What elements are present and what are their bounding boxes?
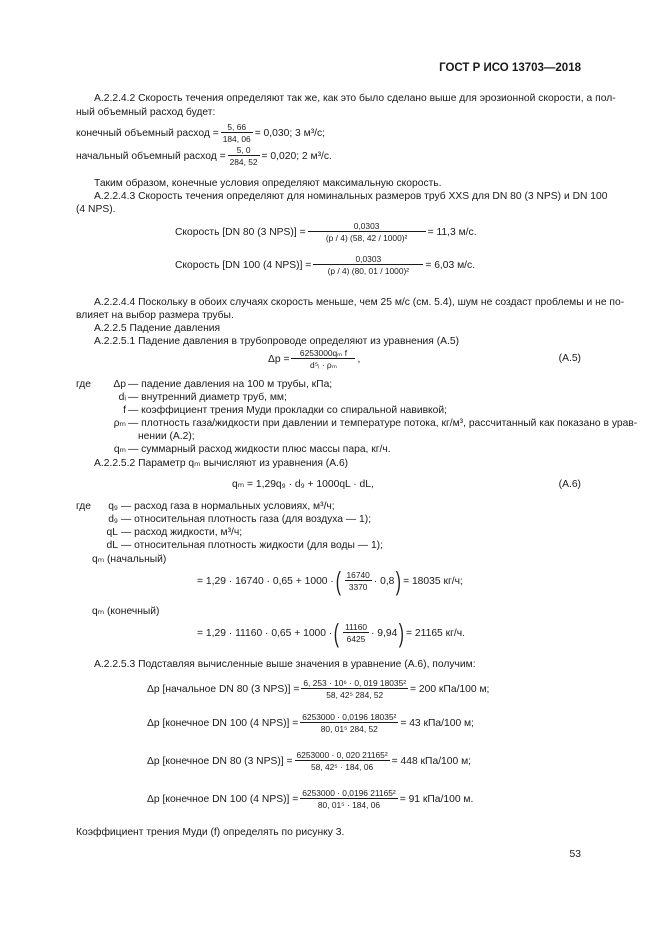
- right-paren: ): [399, 618, 405, 648]
- dp-row-result: = 91 кПа/100 м.: [399, 793, 474, 805]
- fraction-denominator: (p / 4) (80, 01 / 1000)²: [313, 264, 423, 276]
- dp-row: [147, 674, 489, 704]
- dp-row-fraction: [300, 712, 398, 734]
- paragraph-line: Коэффициент трения Муди (f) определять по рисунку 3.: [76, 827, 345, 838]
- fraction-denominator: 80, 01⁵ 284, 52: [300, 722, 398, 734]
- def-symbol: dᵢ: [118, 392, 126, 403]
- fraction-numerator: 0,0303: [355, 254, 382, 264]
- qm-final-equation: [197, 618, 465, 648]
- fraction-numerator: 0,0303: [353, 221, 380, 231]
- left-paren: (: [335, 566, 341, 596]
- fraction-numerator: 6, 253 · 10⁶ · 0, 019 18035²: [303, 678, 407, 688]
- qm-final-fraction: [343, 622, 369, 644]
- def-text: — внутренний диаметр труб, мм;: [128, 392, 287, 403]
- qm-initial-lhs: = 1,29 · 16740 · 0,65 + 1000 ·: [197, 575, 334, 587]
- qm-final-label: qₘ (конечный): [92, 606, 160, 617]
- right-paren: ): [396, 566, 402, 596]
- fraction-numerator: 5, 66: [227, 122, 247, 132]
- dp-row-fraction: [295, 750, 390, 772]
- paragraph-line: ный объемный расход будет:: [76, 107, 216, 118]
- where-label: где: [76, 501, 92, 512]
- fraction-denominator: d⁵ᵢ · ρₘ: [291, 358, 355, 370]
- fraction-numerator: 16740: [346, 570, 370, 580]
- qm-initial-label: qₘ (начальный): [92, 554, 167, 565]
- flow-initial-equation: [76, 143, 332, 169]
- paragraph-line: А.2.2.4.2 Скорость течения определяют так же, как это было сделано выше для эрозионной скорости, а пол-: [94, 93, 616, 104]
- fraction-denominator: 284, 52: [229, 157, 258, 167]
- paragraph-line: влияет на выбор размера трубы.: [76, 310, 234, 321]
- fraction-denominator: 58, 42⁵ 284, 52: [301, 688, 408, 700]
- paragraph-line: А.2.2.4.3 Скорость течения определяют для номинальных размеров труб XXS для DN 80 (3 NPS) и DN 100: [94, 191, 608, 202]
- qm-initial-tail: · 0,8: [373, 575, 395, 587]
- fraction-denominator: 58, 42⁵ · 184, 06: [295, 760, 390, 772]
- flow-initial-label: начальный объемный расход =: [76, 150, 226, 162]
- equation-a5-lhs: Δp =: [268, 353, 290, 365]
- dp-row-fraction: [300, 788, 397, 810]
- def-text: — расход газа в нормальных условиях, м³/ч;: [121, 501, 335, 512]
- dp-row-label: Δp [конечное DN 100 (4 NPS)] =: [147, 717, 299, 729]
- flow-final-label: конечный объемный расход =: [76, 127, 219, 139]
- dp-row-fraction: [301, 678, 408, 700]
- fraction-denominator: 184, 06: [222, 134, 251, 144]
- def-text: — коэффициент трения Муди прокладки со спиральной навивкой;: [128, 405, 448, 416]
- flow-final-fraction: [221, 122, 253, 144]
- qm-initial-result: = 18035 кг/ч;: [403, 575, 463, 587]
- section-heading: А.2.2.5 Падение давления: [94, 323, 221, 334]
- dp-row-result: = 448 кПа/100 м;: [391, 755, 472, 767]
- speed-dn100-fraction: [313, 254, 423, 276]
- equation-a6: qₘ = 1,29q₉ · d₉ + 1000qL · dL,: [232, 479, 374, 490]
- def-text: — расход жидкости, м³/ч;: [121, 527, 243, 538]
- equation-a5-fraction: [291, 348, 355, 370]
- paragraph-line: А.2.2.4.4 Поскольку в обоих случаях скорость меньше, чем 25 м/с (см. 5.4), шум не создаст проблемы и не по-: [94, 297, 625, 308]
- equation-a5-number: (А.5): [558, 353, 581, 364]
- flow-final-result: = 0,030; 3 м³/с;: [254, 127, 326, 139]
- dp-row-label: Δp [конечное DN 100 (4 NPS)] =: [147, 793, 299, 805]
- fraction-numerator: 5, 0: [236, 145, 251, 155]
- def-symbol: qL: [106, 527, 118, 538]
- def-text: — падение давления на 100 м трубы, кПа;: [128, 379, 333, 390]
- fraction-numerator: 6253000qₘ f: [299, 348, 348, 358]
- def-symbol: f: [123, 405, 126, 416]
- speed-dn80-equation: [175, 217, 477, 247]
- def-text: — относительная плотность газа (для воздуха — 1);: [121, 514, 372, 525]
- dp-row-result: = 200 кПа/100 м;: [410, 683, 490, 695]
- dp-row-label: Δp [начальное DN 80 (3 NPS)] =: [147, 683, 300, 695]
- fraction-numerator: 6253000 · 0,0196 18035²: [302, 712, 397, 722]
- equation-a6-number: (А.6): [558, 479, 581, 490]
- fraction-numerator: 6253000 · 0, 020 21165²: [296, 750, 388, 760]
- qm-final-tail: · 9,94: [371, 627, 398, 639]
- qm-final-result: = 21165 кг/ч.: [406, 627, 465, 639]
- paragraph-line: Таким образом, конечные условия определяют максимальную скорость.: [94, 178, 442, 189]
- fraction-numerator: 6253000 · 0,0196 21165²: [302, 788, 396, 798]
- def-symbol: dL: [106, 540, 118, 551]
- fraction-denominator: 3370: [345, 580, 372, 592]
- qm-final-lhs: = 1,29 · 11160 · 0,65 + 1000 ·: [197, 627, 333, 639]
- fraction-numerator: 11160: [344, 622, 368, 632]
- page-header-title: ГОСТ Р ИСО 13703—2018: [439, 62, 581, 74]
- flow-initial-fraction: [228, 145, 260, 167]
- def-symbol: q₉: [108, 501, 118, 512]
- page-number: 53: [569, 849, 581, 860]
- left-paren: (: [334, 618, 340, 648]
- def-text: — суммарный расход жидкости плюс массы пара, кг/ч.: [128, 444, 391, 455]
- dp-row: [147, 746, 471, 776]
- def-text: — относительная плотность жидкости (для воды — 1);: [121, 540, 383, 551]
- fraction-denominator: 80, 01⁵ · 184, 06: [300, 798, 397, 810]
- paragraph-line: А.2.2.5.2 Параметр qₘ вычисляют из уравнения (А.6): [94, 458, 349, 469]
- qm-initial-fraction: [345, 570, 372, 592]
- where-label: где: [76, 379, 92, 390]
- speed-dn80-label: Скорость [DN 80 (3 NPS)] =: [175, 226, 306, 238]
- speed-dn100-result: = 6,03 м/с.: [425, 259, 476, 271]
- speed-dn100-label: Скорость [DN 100 (4 NPS)] =: [175, 259, 312, 271]
- def-symbol: ρₘ: [113, 418, 126, 429]
- speed-dn80-fraction: [308, 221, 426, 243]
- paragraph-line: (4 NPS).: [76, 204, 116, 215]
- paragraph-line: А.2.2.5.3 Подставляя вычисленные выше значения в уравнение (А.6), получим:: [94, 659, 476, 670]
- speed-dn100-equation: [175, 250, 475, 280]
- paragraph-line: А.2.2.5.1 Падение давления в трубопроводе определяют из уравнения (А.5): [94, 336, 460, 347]
- equation-a5-trail: ,: [357, 353, 361, 365]
- def-symbol: Δp: [113, 379, 126, 390]
- flow-initial-result: = 0,020; 2 м³/с.: [261, 150, 332, 162]
- def-text: — плотность газа/жидкости при давлении и температуре потока, кг/м³, рассчитанный как показано в урав-: [128, 418, 638, 429]
- fraction-denominator: 6425: [343, 632, 369, 644]
- fraction-denominator: (p / 4) (58, 42 / 1000)²: [308, 231, 426, 243]
- qm-initial-equation: [197, 566, 463, 596]
- speed-dn80-result: = 11,3 м/с.: [427, 226, 477, 238]
- def-symbol: d₉: [108, 514, 118, 525]
- dp-row: [147, 708, 474, 738]
- equation-a5: [268, 344, 360, 374]
- def-symbol: qₘ: [113, 444, 126, 455]
- dp-row: [147, 784, 473, 814]
- dp-row-label: Δp [конечное DN 80 (3 NPS)] =: [147, 755, 293, 767]
- def-text-continued: нении (А.2);: [138, 431, 195, 442]
- dp-row-result: = 43 кПа/100 м;: [400, 717, 474, 729]
